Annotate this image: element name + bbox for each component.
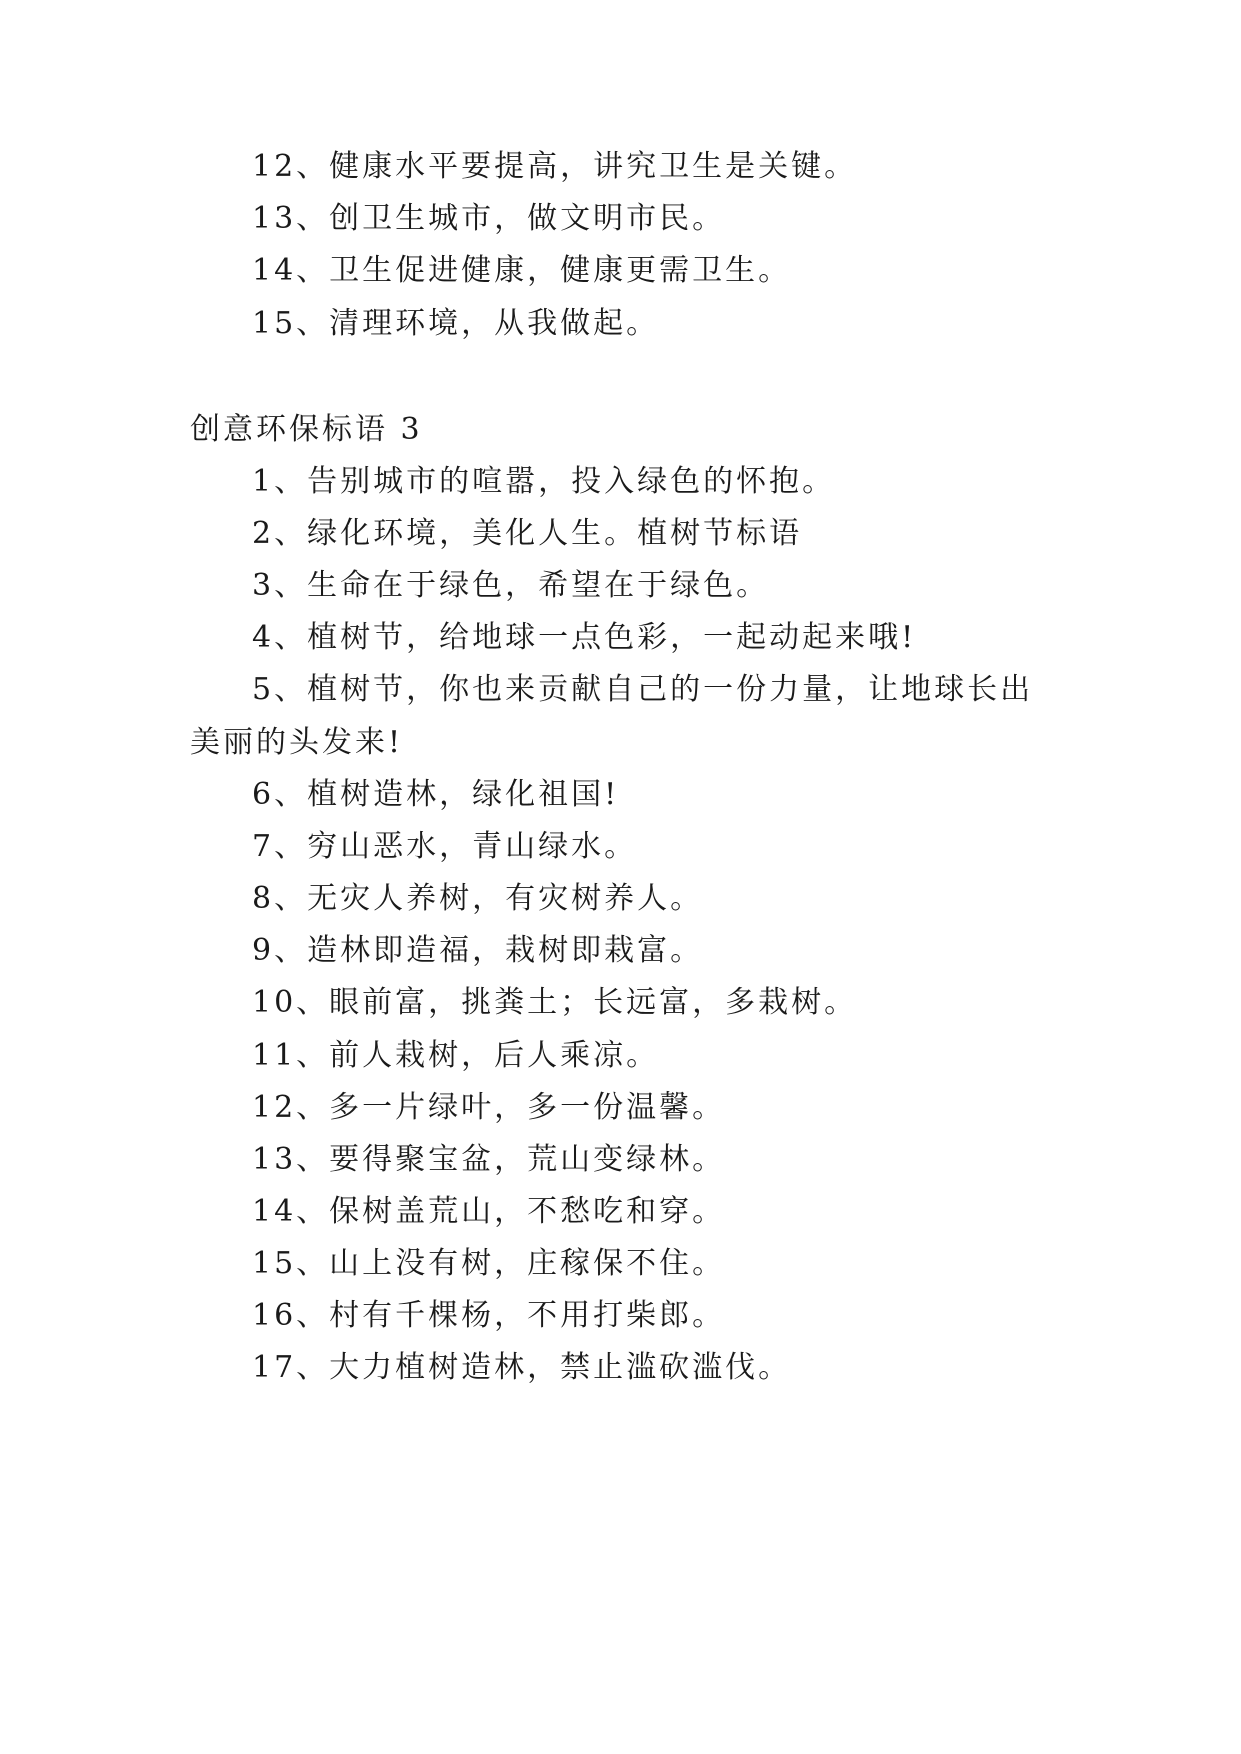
list-item: 8、无灾人养树，有灾树养人。 [252,881,704,916]
list-item: 12、多一片绿叶，多一份温馨。 [252,1090,726,1125]
list-item-continuation: 美丽的头发来! [190,725,404,760]
list-item: 5、植树节，你也来贡献自己的一份力量，让地球长出 [252,672,1034,707]
list-item: 15、山上没有树，庄稼保不住。 [252,1246,726,1281]
list-item: 6、植树造林，绿化祖国! [252,777,620,812]
list-item: 4、植树节，给地球一点色彩，一起动起来哦! [252,620,917,655]
list-item: 11、前人栽树，后人乘凉。 [252,1038,660,1073]
list-item: 10、眼前富，挑粪土；长远富，多栽树。 [252,985,858,1020]
list-item: 3、生命在于绿色，希望在于绿色。 [252,568,770,603]
list-item: 17、大力植树造林，禁止滥砍滥伐。 [252,1350,792,1385]
section-heading: 创意环保标语 3 [190,412,423,447]
list-item: 13、创卫生城市，做文明市民。 [252,201,726,236]
list-item: 15、清理环境，从我做起。 [252,306,660,341]
list-item: 16、村有千棵杨，不用打柴郎。 [252,1298,726,1333]
list-item: 13、要得聚宝盆，荒山变绿林。 [252,1142,726,1177]
list-item: 7、穷山恶水，青山绿水。 [252,829,638,864]
list-item: 14、卫生促进健康，健康更需卫生。 [252,253,792,288]
list-item: 14、保树盖荒山，不愁吃和穿。 [252,1194,726,1229]
list-item: 2、绿化环境，美化人生。植树节标语 [252,516,803,551]
list-item: 12、健康水平要提高，讲究卫生是关键。 [252,149,858,184]
list-item: 1、告别城市的喧嚣，投入绿色的怀抱。 [252,464,836,499]
list-item: 9、造林即造福，栽树即栽富。 [252,933,704,968]
